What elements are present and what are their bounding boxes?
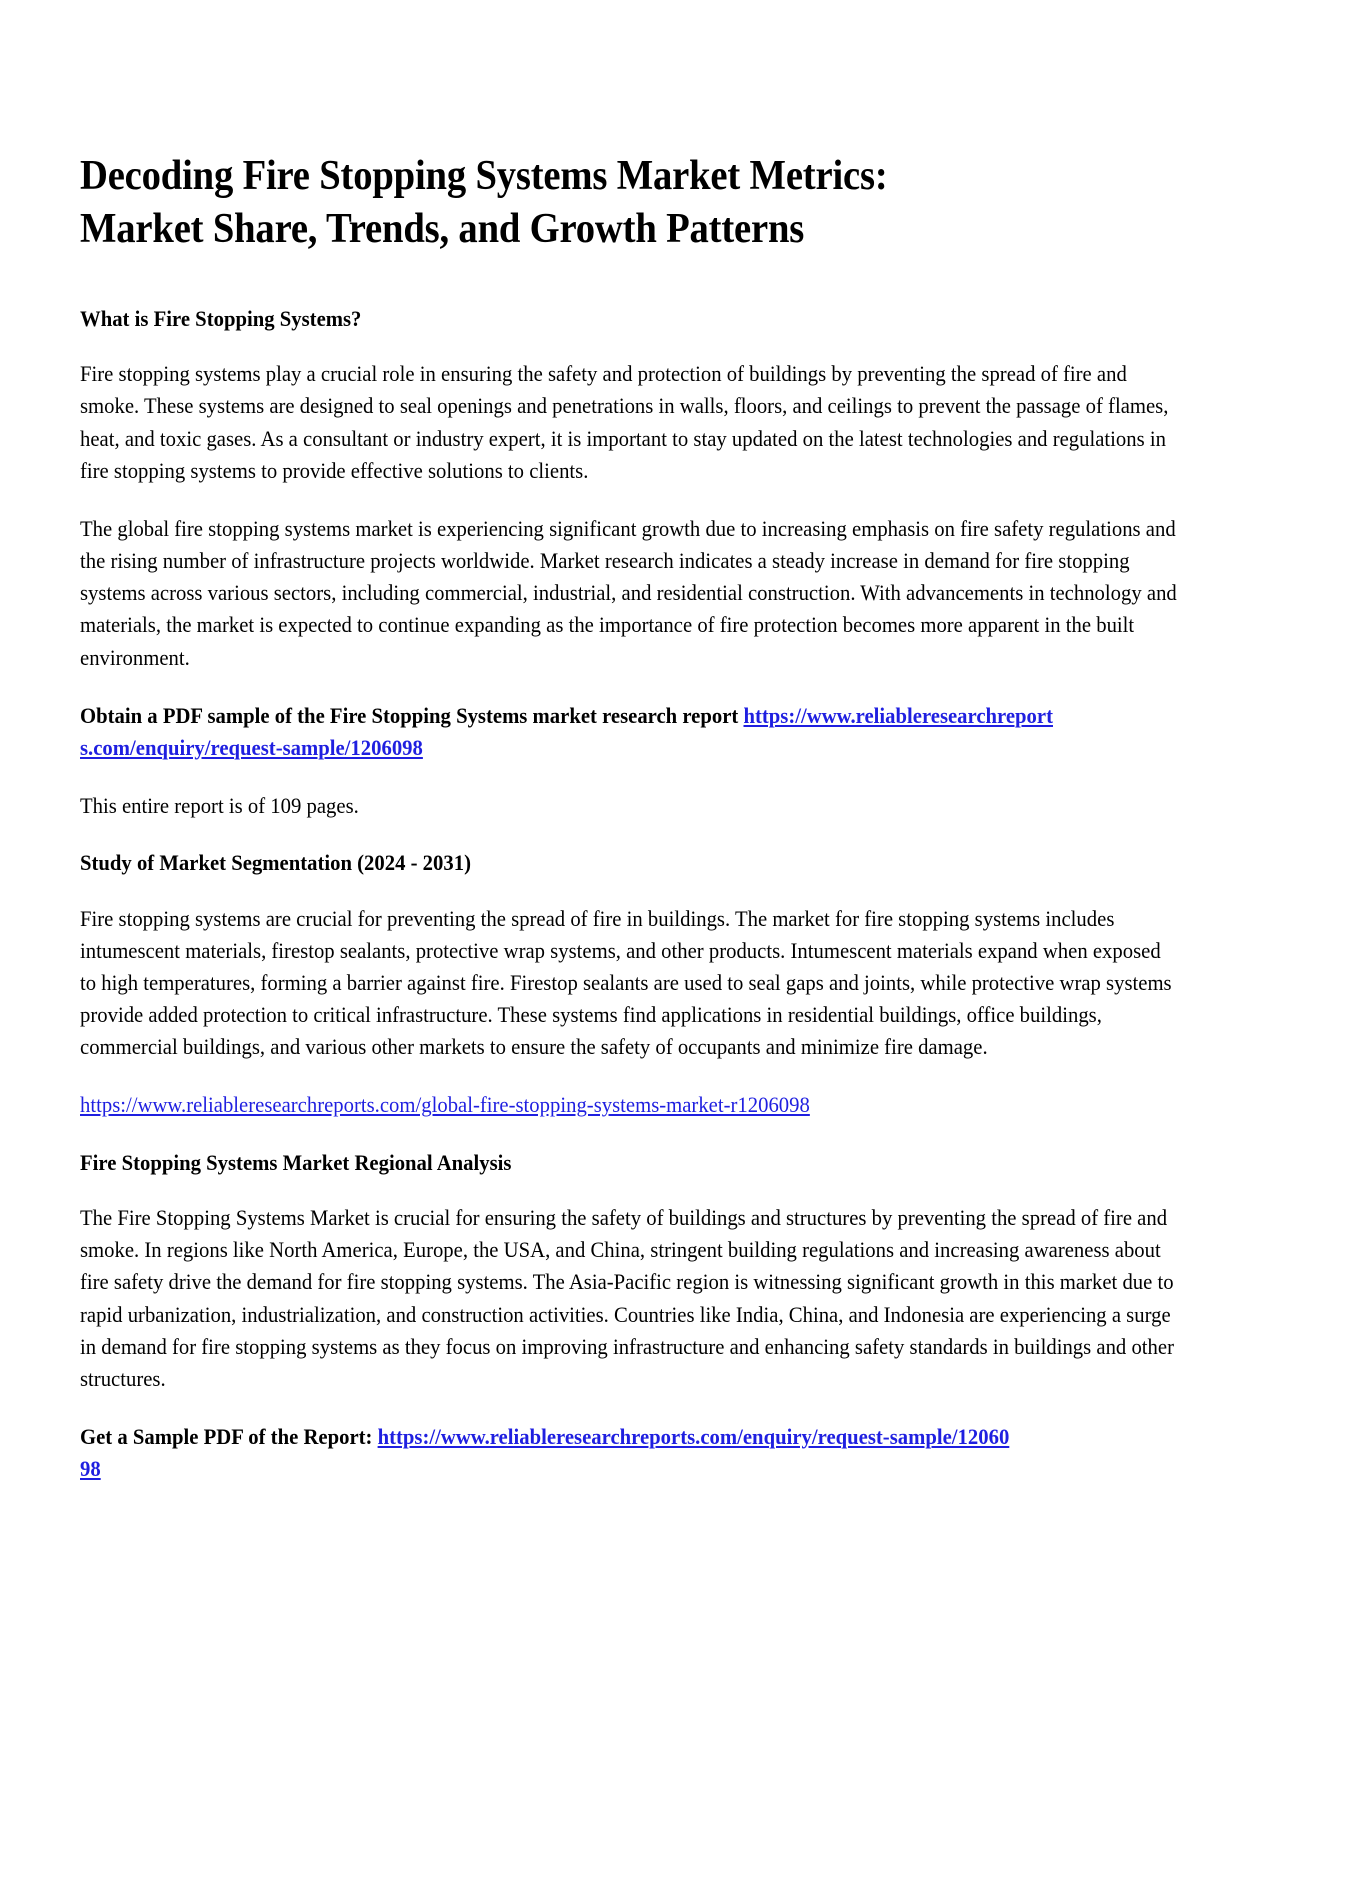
page-title: Decoding Fire Stopping Systems Market Metrics: Market Share, Trends, and Growth Patterns: [80, 153, 888, 252]
heading-what-is-fire-stopping-systems: What is Fire Stopping Systems?: [80, 305, 362, 331]
global-market-report-link[interactable]: https://www.reliableresearchreports.com/global-fire-stopping-systems-market-r1206098: [80, 1092, 810, 1118]
paragraph-global-market-growth: The global fire stopping systems market is experiencing significant growth due to increasing emphasis on fire safety regulations and the rising number of infrastructure projects worldwide. Market research indicates a steady increase in demand for fire stopping systems across various sectors, including commercial, industrial, and residential construction. With advancements in technology and materials, the market is expected to continue expanding as the importance of fire protection becomes more apparent in the built environment.: [80, 515, 1177, 670]
heading-market-segmentation: Study of Market Segmentation (2024 - 2031): [80, 850, 471, 876]
pdf-sample-request-link[interactable]: https://www.reliableresearchreports.com/enquiry/request-sample/1206098: [80, 702, 1054, 760]
paragraph-page-count: This entire report is of 109 pages.: [80, 793, 359, 819]
sample-pdf-request-link[interactable]: https://www.reliableresearchreports.com/enquiry/request-sample/1206098: [80, 1424, 1010, 1482]
sample-pdf-cta: [80, 1421, 1018, 1485]
paragraph-regional-analysis: The Fire Stopping Systems Market is crucial for ensuring the safety of buildings and structures by preventing the spread of fire and smoke. In regions like North America, Europe, the USA, and China, stringent building regulations and increasing awareness about fire safety drive the demand for fire stopping systems. The Asia-Pacific region is witnessing significant growth in this market due to rapid urbanization, industrialization, and construction activities. Countries like India, China, and Indonesia are experiencing a surge in demand for fire stopping systems as they focus on improving infrastructure and enhancing safety standards in buildings and other structures.: [80, 1205, 1174, 1391]
paragraph-market-segmentation: Fire stopping systems are crucial for preventing the spread of fire in buildings. The market for fire stopping systems includes intumescent materials, firestop sealants, protective wrap systems, and other products. Intumescent materials expand when exposed to high temperatures, forming a barrier against fire. Firestop sealants are used to seal gaps and joints, while protective wrap systems provide added protection to critical infrastructure. These systems find applications in residential buildings, office buildings, commercial buildings, and various other markets to ensure the safety of occupants and minimize fire damage.: [80, 905, 1172, 1060]
document-content: [80, 150, 1179, 1485]
heading-regional-analysis: Fire Stopping Systems Market Regional Analysis: [80, 1149, 512, 1175]
pdf-sample-cta: [80, 700, 1055, 764]
pdf-sample-cta-label: Obtain a PDF sample of the Fire Stopping Systems market research report: [80, 702, 744, 728]
paragraph-what-is-intro: Fire stopping systems play a crucial role in ensuring the safety and protection of buildings by preventing the spread of fire and smoke. These systems are designed to seal openings and penetrations in walls, floors, and ceilings to prevent the passage of flames, heat, and toxic gases. As a consultant or industry expert, it is important to stay updated on the latest technologies and regulations in fire stopping systems to provide effective solutions to clients.: [80, 361, 1169, 483]
market-report-link-line: [80, 1089, 1179, 1121]
sample-pdf-cta-label: Get a Sample PDF of the Report:: [80, 1424, 378, 1450]
